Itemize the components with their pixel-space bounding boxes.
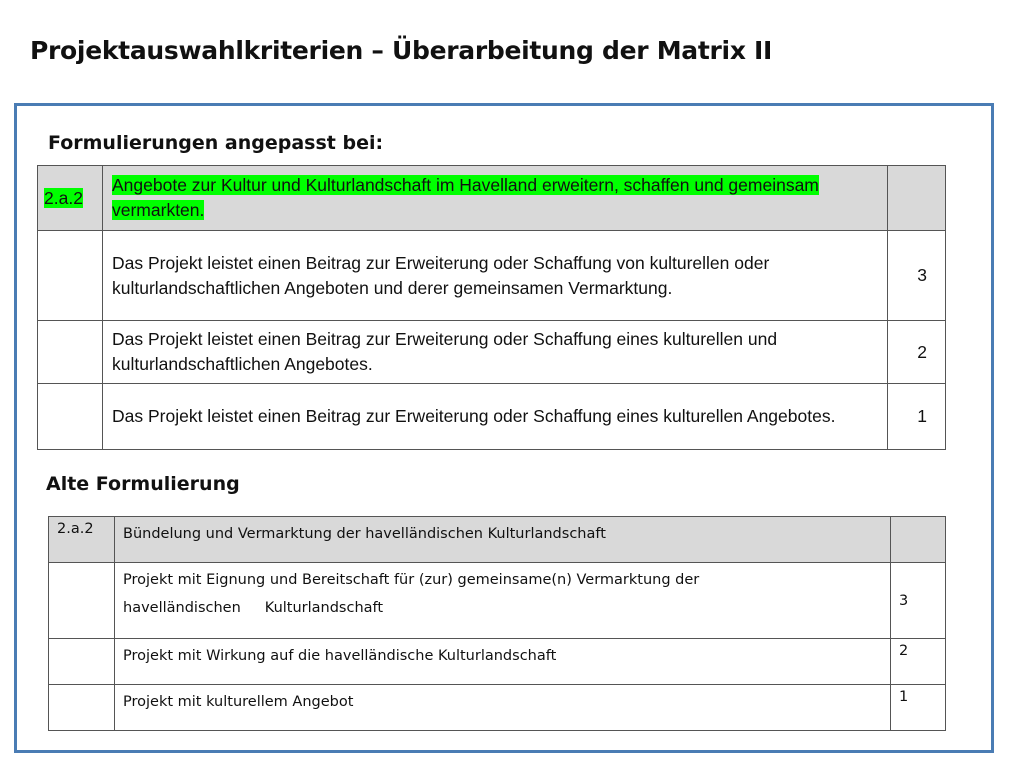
criterion-description: Projekt mit kulturellem Angebot bbox=[115, 685, 891, 731]
score-value: 3 bbox=[888, 231, 946, 321]
description-line-1: Projekt mit Eignung und Bereitschaft für (zur) gemeinsame(n) Vermarktung der bbox=[123, 572, 700, 588]
criterion-description bbox=[115, 563, 891, 639]
old-criteria-table bbox=[48, 516, 946, 731]
score-header-cell bbox=[888, 166, 946, 231]
score-value: 1 bbox=[891, 685, 946, 731]
criterion-description: Das Projekt leistet einen Beitrag zur Erweiterung oder Schaffung eines kulturellen und kulturlandschaftlichen Angebotes. bbox=[103, 321, 888, 384]
table-header-row bbox=[38, 166, 946, 231]
table-row bbox=[49, 563, 946, 639]
criterion-code: 2.a.2 bbox=[44, 187, 83, 208]
score-value: 1 bbox=[888, 384, 946, 450]
page-title: Projektauswahlkriterien – Überarbeitung der Matrix II bbox=[30, 36, 773, 65]
table-row bbox=[38, 321, 946, 384]
table-row bbox=[38, 231, 946, 321]
table-row bbox=[49, 685, 946, 731]
criterion-description: Projekt mit Wirkung auf die havelländische Kulturlandschaft bbox=[115, 639, 891, 685]
criterion-title: Angebote zur Kultur und Kulturlandschaft im Havelland erweitern, schaffen und gemeinsam vermarkten. bbox=[112, 175, 819, 220]
description-word-1: havelländischen bbox=[123, 599, 241, 616]
criterion-code-cell bbox=[38, 166, 103, 231]
table-row bbox=[49, 639, 946, 685]
score-value: 2 bbox=[891, 639, 946, 685]
score-header-cell bbox=[891, 517, 946, 563]
section-heading-new: Formulierungen angepasst bei: bbox=[48, 132, 384, 154]
table-header-row bbox=[49, 517, 946, 563]
description-word-2: Kulturlandschaft bbox=[264, 599, 384, 616]
table-row bbox=[38, 384, 946, 450]
empty-code-cell bbox=[38, 231, 103, 321]
criterion-title-cell bbox=[103, 166, 888, 231]
empty-code-cell bbox=[38, 384, 103, 450]
score-value: 3 bbox=[891, 563, 946, 639]
criterion-description: Das Projekt leistet einen Beitrag zur Erweiterung oder Schaffung eines kulturellen Angebotes. bbox=[103, 384, 888, 450]
criterion-description: Das Projekt leistet einen Beitrag zur Erweiterung oder Schaffung von kulturellen oder kulturlandschaftlichen Angeboten und derer gemeinsamen Vermarktung. bbox=[103, 231, 888, 321]
empty-code-cell bbox=[49, 685, 115, 731]
score-value: 2 bbox=[888, 321, 946, 384]
empty-code-cell bbox=[49, 563, 115, 639]
criterion-title: Bündelung und Vermarktung der havelländischen Kulturlandschaft bbox=[115, 517, 891, 563]
empty-code-cell bbox=[49, 639, 115, 685]
criterion-code: 2.a.2 bbox=[49, 517, 115, 563]
empty-code-cell bbox=[38, 321, 103, 384]
new-criteria-table bbox=[37, 165, 946, 450]
section-heading-old: Alte Formulierung bbox=[46, 473, 240, 495]
